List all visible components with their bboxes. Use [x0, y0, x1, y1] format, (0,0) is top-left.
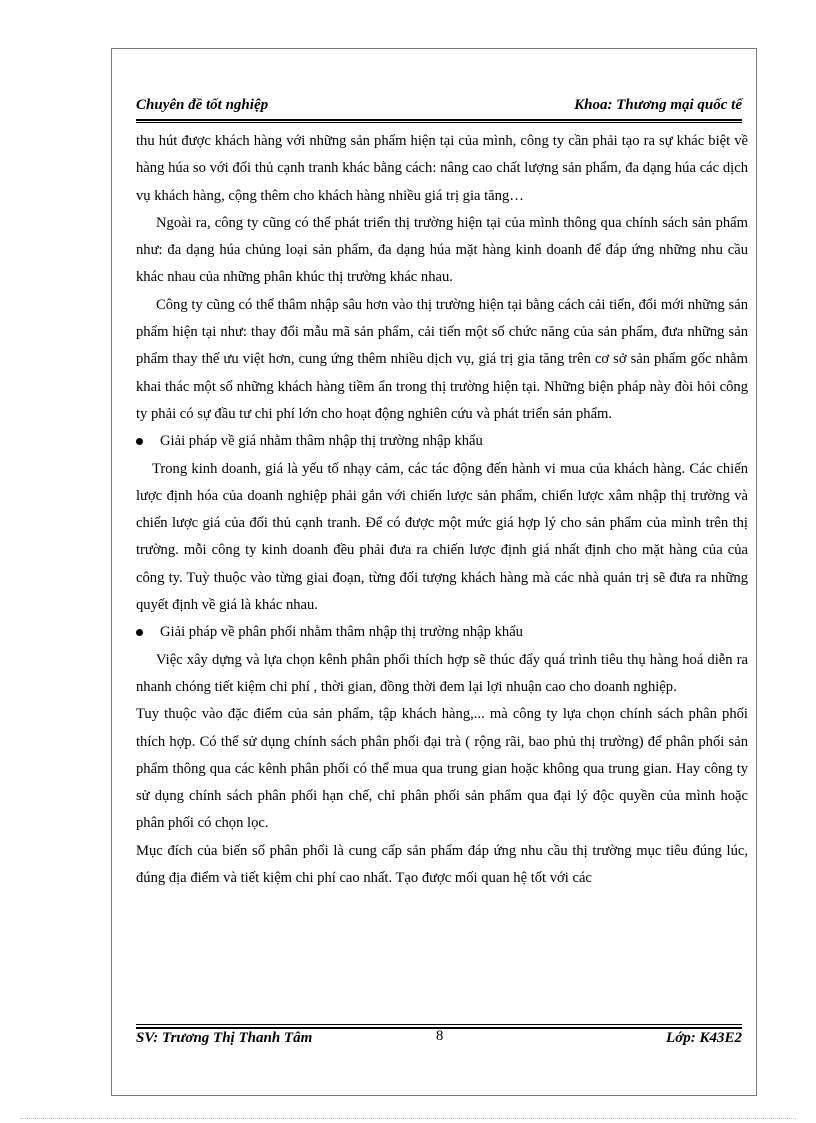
header-department: Khoa: Thương mại quốc tế	[574, 97, 742, 113]
paragraph: Công ty cũng có thể thâm nhập sâu hơn vào thị trường hiện tại bằng cách cải tiến, đổi mới những sản phẩm hiện tại như: thay đổi mẫu mã sản phẩm, cải tiến một số chức năng của sản phẩm, đưa những sản phẩm thay thế ưu việt hơn, cung ứng thêm nhiều dịch vụ, giá trị gia tăng trên cơ sở sản phẩm gốc nhằm khai thác một số những khách hàng tiềm ẩn trong thị trường hiện tại. Những biện pháp này đòi hỏi công ty phải có sự đầu tư chi phí lớn cho hoạt động nghiên cứu và phát triển sản phẩm.	[136, 296, 748, 422]
footer-class: Lớp: K43E2	[666, 1030, 742, 1046]
bullet-text: Giải pháp về phân phối nhằm thâm nhập thị trường nhập khẩu	[160, 624, 523, 641]
paragraph: Mục đích của biến số phân phối là cung cấp sản phẩm đáp ứng nhu cầu thị trường mục tiêu đúng lúc, đúng địa điểm và tiết kiệm chi phí cao nhất. Tạo được mối quan hệ tốt với các	[136, 842, 748, 887]
header-rule	[136, 119, 742, 123]
bullet-icon	[136, 629, 143, 636]
paragraph: Việc xây dựng và lựa chọn kênh phân phối thích hợp sẽ thúc đẩy quá trình tiêu thụ hàng hoá diễn ra nhanh chóng tiết kiệm chi phí , thời gian, đồng thời đem lại lợi nhuận cao cho doanh nghiệp.	[136, 651, 748, 695]
bullet-text: Giải pháp về giá nhằm thâm nhập thị trường nhập khẩu	[160, 433, 483, 450]
bullet-item-distribution	[136, 619, 748, 646]
document-body	[136, 128, 748, 892]
header-title: Chuyên đề tốt nghiệp	[136, 97, 269, 113]
paragraph: Trong kinh doanh, giá là yếu tố nhạy cảm, các tác động đến hành vi mua của khách hàng. Các chiến lược định hóa của doanh nghiệp phải gắn với chiến lược sản phẩm, chiến lược xâm nhập thị trường và chiến lược giá của đối thủ cạnh tranh. Để có được một mức giá hợp lý cho sản phẩm của mình trên thị trường. mỗi công ty kinh doanh đều phải đưa ra chiến lược định giá nhất định cho mặt hàng của của công ty. Tuỳ thuộc vào từng giai đoạn, từng đối tượng khách hàng mà các nhà quản trị sẽ đưa ra những quyết định về giá là khác nhau.	[136, 460, 748, 614]
paragraph: Tuy thuộc vào đặc điểm của sản phẩm, tập khách hàng,... mà công ty lựa chọn chính sách phân phối thích hợp. Có thể sử dụng chính sách phân phối đại trà ( rộng rãi, bao phủ thị trường) để phân phối sản phẩm thông qua các kênh phân phối có thể mua qua trung gian hoặc không qua trung gian. Hay công ty sử dụng chính sách phân phối hạn chế, chỉ phân phối sản phẩm qua đại lý độc quyền của mình hoặc phân phối có chọn lọc.	[136, 706, 748, 832]
page-number: 8	[436, 1028, 444, 1044]
paragraph: thu hút được khách hàng với những sản phẩm hiện tại của mình, công ty cần phải tạo ra sự khác biệt về hàng húa so với đối thủ cạnh tranh khác bằng cách: nâng cao chất lượng sản phẩm, đa dạng húa các dịch vụ khách hàng, cộng thêm cho khách hàng nhiều giá trị gia tăng…	[136, 133, 748, 204]
page-footer	[136, 1030, 742, 1054]
bullet-item-price	[136, 428, 748, 455]
bullet-icon	[136, 438, 143, 445]
page-edge-dotted-line	[20, 1118, 796, 1119]
page-header	[136, 97, 742, 121]
footer-student: SV: Trương Thị Thanh Tâm	[136, 1030, 313, 1046]
paragraph: Ngoài ra, công ty cũng có thể phát triển thị trường hiện tại của mình thông qua chính sách sản phẩm như: đa dạng húa chủng loại sản phẩm, đa dạng húa mặt hàng kinh doanh để đáp ứng những nhu cầu khác nhau của những phân khúc thị trường khác nhau.	[136, 214, 748, 286]
